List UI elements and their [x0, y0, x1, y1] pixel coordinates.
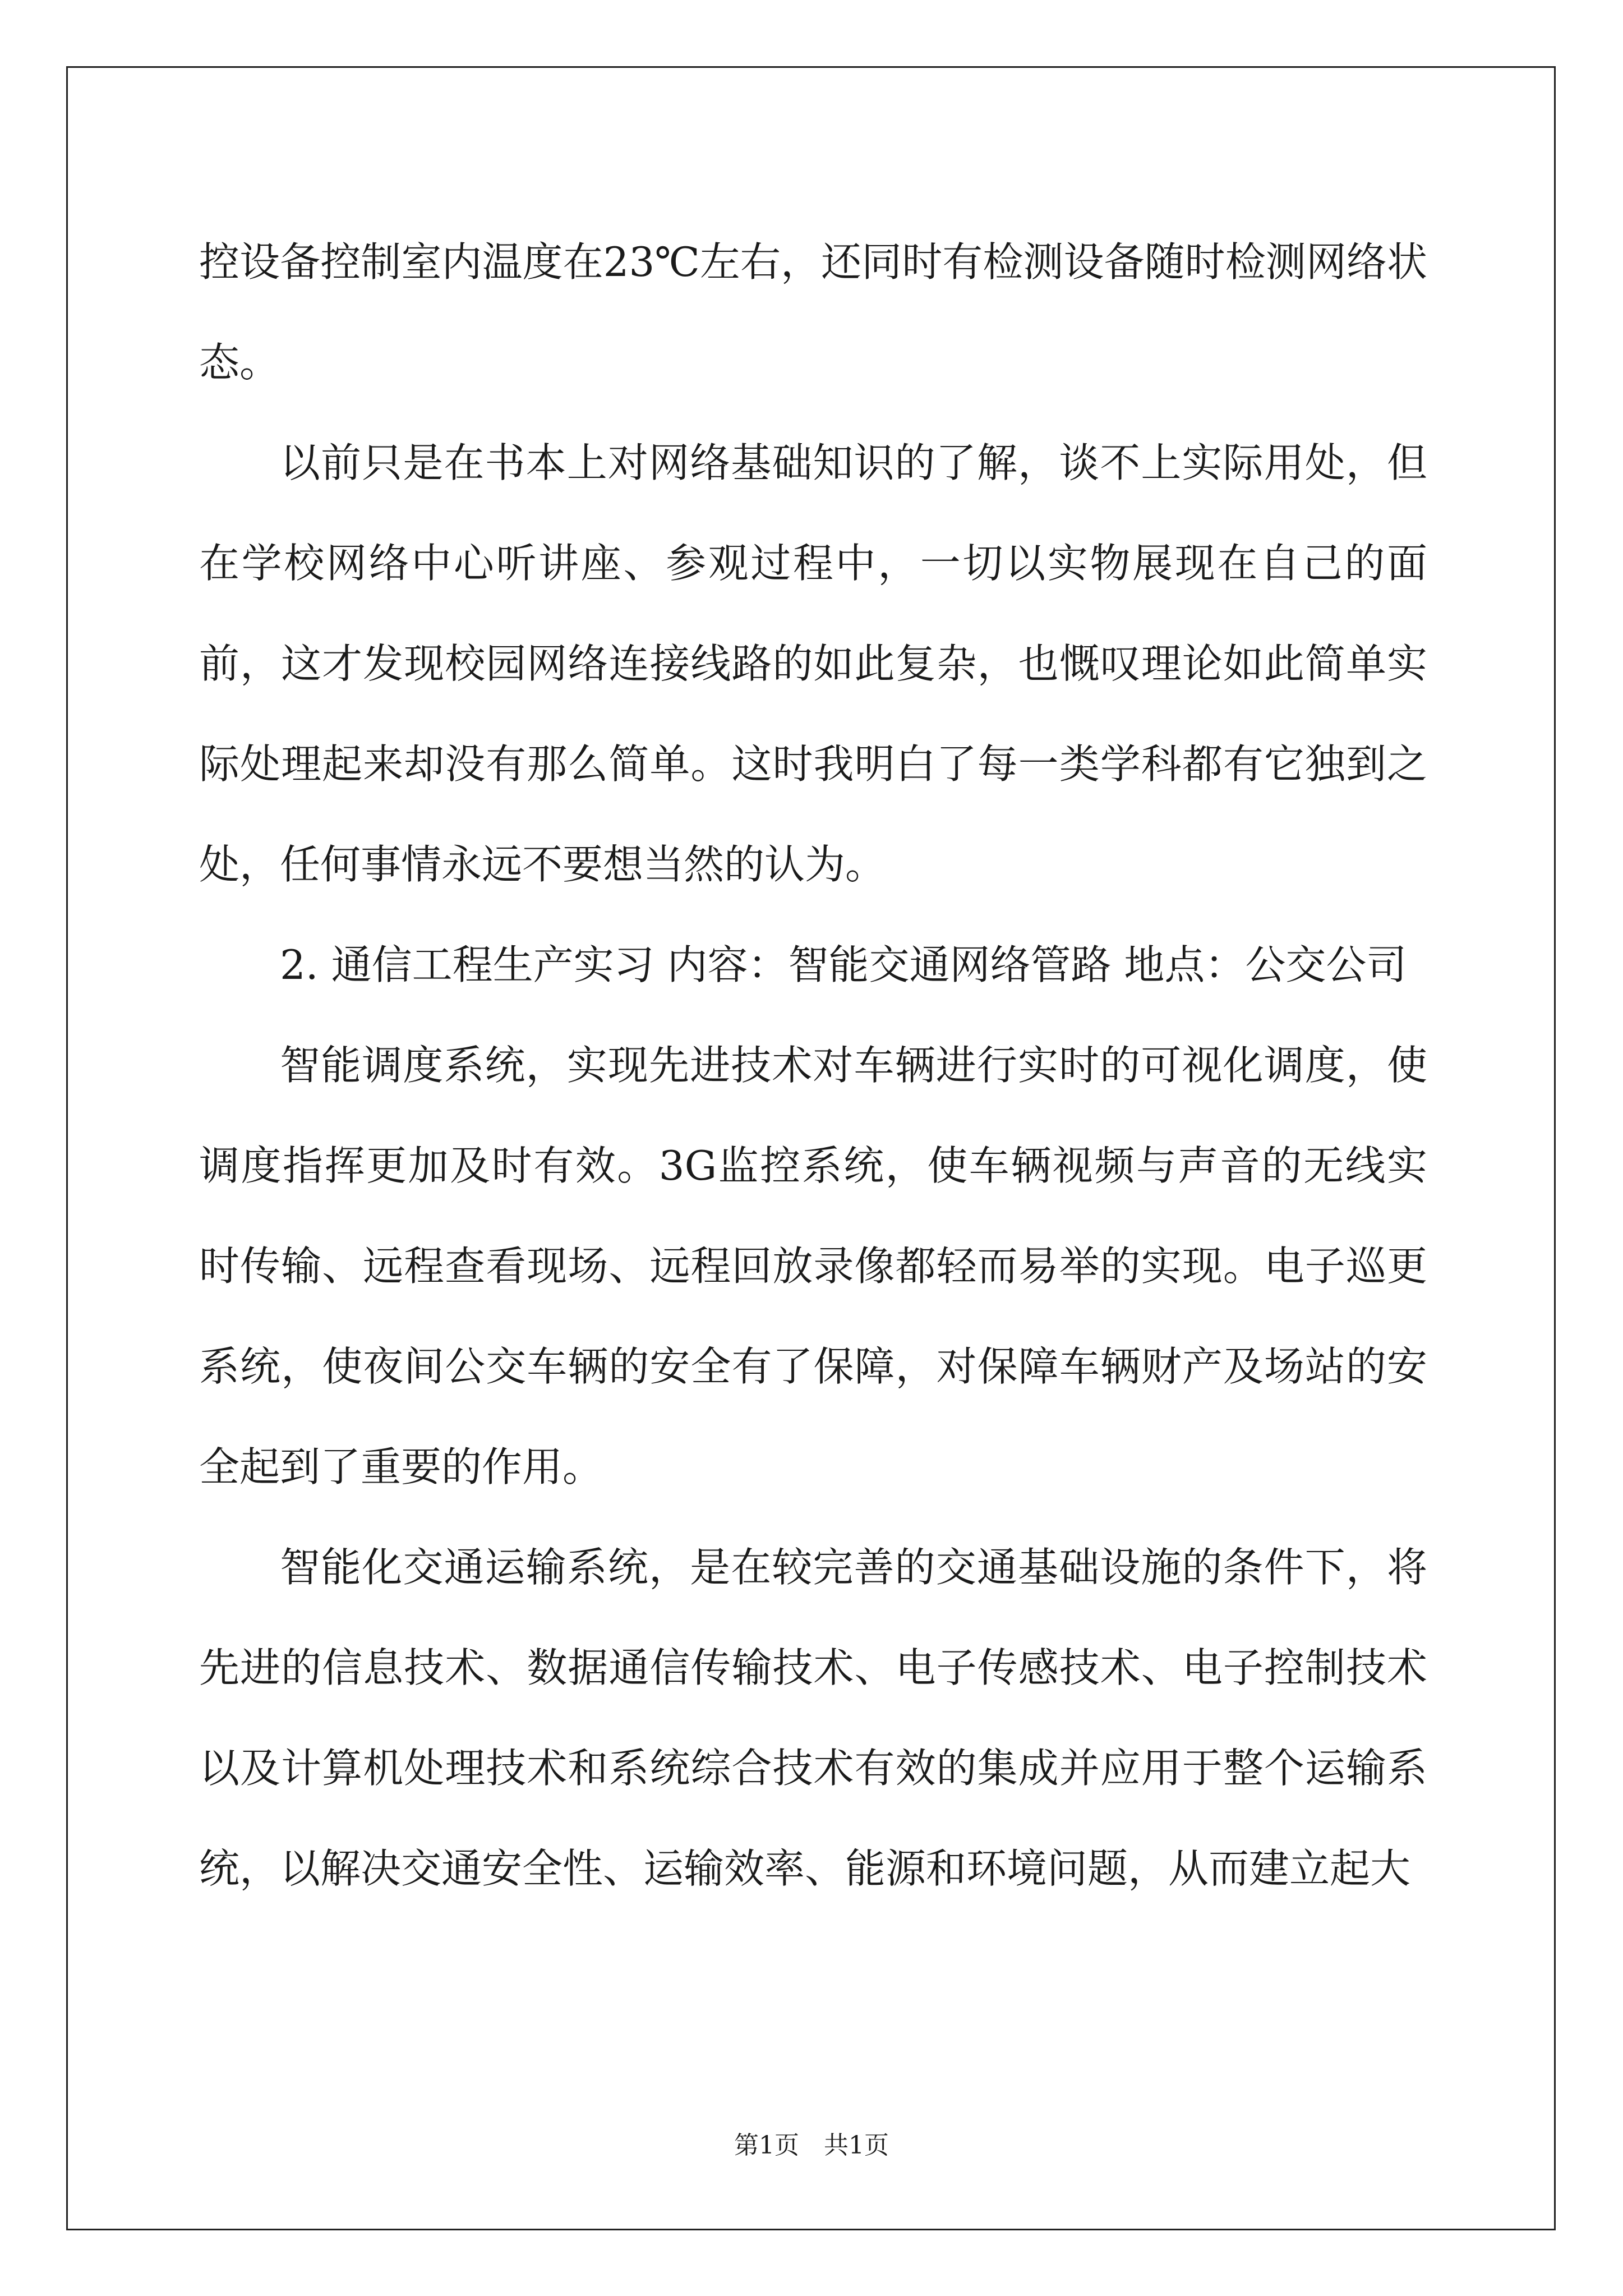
paragraph-2: 以前只是在书本上对网络基础知识的了解，谈不上实际用处，但在学校网络中心听讲座、参观过程中，一切以实物展现在自己的面前，这才发现校园网络连接线路的如此复杂，也慨叹理论如此简单实际处理起来却没有那么简单。这时我明白了每一类学科都有它独到之处，任何事情永远不要想当然的认为。 — [199, 439, 1427, 888]
page-footer — [0, 2129, 1623, 2162]
paragraph-3: 2. 通信工程生产实习 内容：智能交通网络管路 地点：公交公司 — [280, 941, 1407, 988]
document-body — [199, 212, 1427, 1919]
paragraph-4: 智能调度系统，实现先进技术对车辆进行实时的可视化调度，使调度指挥更加及时有效。3G监控系统，使车辆视频与声音的无线实时传输、远程查看现场、远程回放录像都轻而易举的实现。电子巡更系统，使夜间公交车辆的安全有了保障，对保障车辆财产及场站的安全起到了重要的作用。 — [199, 1042, 1427, 1490]
page-number-current: 第1页 — [734, 2131, 799, 2160]
paragraph-5: 智能化交通运输系统，是在较完善的交通基础设施的条件下，将先进的信息技术、数据通信传输技术、电子传感技术、电子控制技术以及计算机处理技术和系统综合技术有效的集成并应用于整个运输系统，以解决交通安全性、运输效率、能源和环境问题，从而建立起大 — [199, 1544, 1427, 1892]
page-number-total: 共1页 — [824, 2131, 889, 2160]
paragraph-1: 控设备控制室内温度在23℃左右，还同时有检测设备随时检测网络状态。 — [199, 238, 1427, 386]
